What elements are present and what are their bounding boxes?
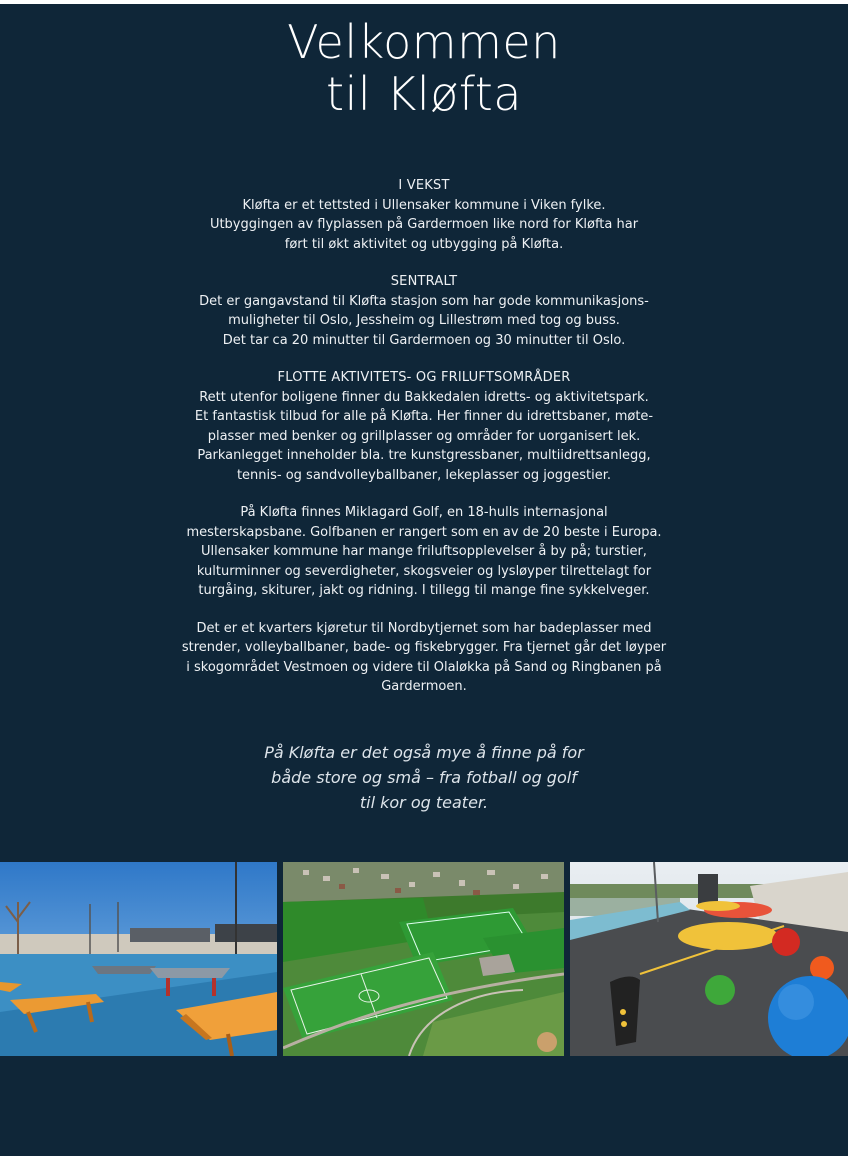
section-heading: SENTRALT [390,274,458,289]
playground-image [570,862,848,1056]
section-line: i skogområdet Vestmoen og videre til Olaløkka på Sand og Ringbanen på [186,659,662,675]
section-line: Ullensaker kommune har mange friluftsopplevelser å by på; turstier, [201,544,647,559]
section-line: mesterskapsbane. Golfbanen er rangert som en av de 20 beste i Europa. [186,524,662,540]
section-golf [150,503,698,601]
quote-line: både store og små – fra fotball og golf [271,768,577,787]
activity-park-image [0,862,277,1056]
section-vekst [150,176,698,254]
brochure-page [0,4,848,1156]
section-line: plasser med benker og grillplasser og områder for uorganisert lek. [207,428,641,444]
photo-football-fields [283,862,564,1056]
section-line: Det er et kvarters kjøretur til Nordbytjernet som har badeplasser med [196,620,652,636]
photo-strip [0,862,848,1056]
section-heading: I VEKST [398,178,450,193]
football-fields-image [283,862,564,1056]
section-aktiviteter [150,368,698,485]
section-line: turgåing, skiturer, jakt og ridning. I tillegg til mange fine sykkelveger. [198,583,650,598]
section-line: Utbyggingen av flyplassen på Gardermoen like nord for Kløfta har [209,217,639,232]
quote-line: til kor og teater. [359,793,489,812]
photo-activity-park [0,862,277,1056]
section-line: kulturminner og severdigheter, skogsveier og lysløyper tilrettelagt for [196,563,652,579]
section-line: Det er gangavstand til Kløfta stasjon som har gode kommunikasjons- [199,293,649,309]
title-line-2: til Kløfta [326,67,522,121]
title-line-1: Velkommen [287,15,561,69]
section-line: Parkanlegget inneholder bla. tre kunstgressbaner, multiidrettsanlegg, [197,448,651,463]
section-line: Kløfta er et tettsted i Ullensaker kommune i Viken fylke. [242,197,606,213]
body-text [150,176,698,715]
section-nordby [150,619,698,697]
section-line: Rett utenfor boligene finner du Bakkedalen idretts- og aktivitetspark. [199,389,649,405]
section-heading: FLOTTE AKTIVITETS- OG FRILUFTSOMRÅDER [277,370,571,385]
quote [180,740,668,815]
section-line: Et fantastisk tilbud for alle på Kløfta. Her finner du idrettsbaner, møte- [194,409,654,424]
section-line: strender, volleyballbaner, bade- og fiskebrygger. Fra tjernet går det løyper [181,640,667,655]
section-line: ført til økt aktivitet og utbygging på Kløfta. [284,236,564,252]
section-line: muligheter til Oslo, Jessheim og Lillestrøm med tog og buss. [228,313,620,328]
section-line: På Kløfta finnes Miklagard Golf, en 18-hulls internasjonal [240,505,608,520]
quote-line: På Kløfta er det også mye å finne på for [264,743,584,762]
section-line: tennis- og sandvolleyballbaner, lekeplasser og joggestier. [236,467,612,483]
section-line: Gardermoen. [381,679,467,694]
section-line: Det tar ca 20 minutter til Gardermoen og 30 minutter til Oslo. [222,332,626,348]
page-title [0,16,848,120]
section-sentralt [150,272,698,350]
photo-playground [570,862,848,1056]
